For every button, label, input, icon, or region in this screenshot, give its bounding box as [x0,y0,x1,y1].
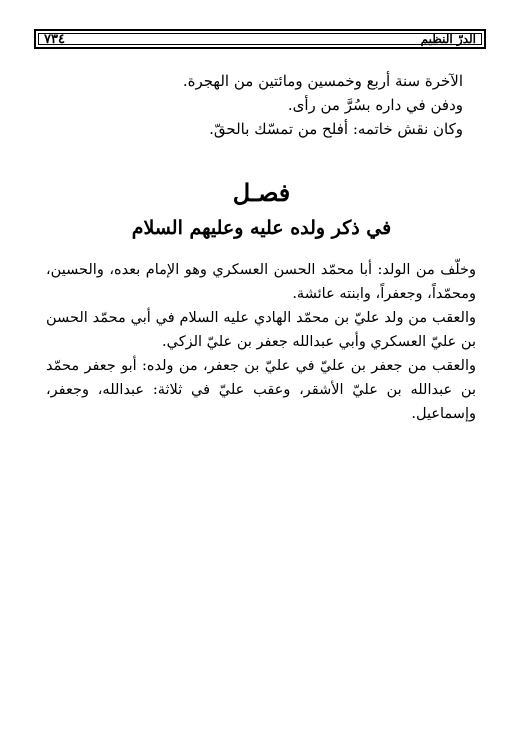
page-number: ٧٣٤ [44,31,65,47]
intro-line: ودفن في داره بسُرَّ من رأى. [287,96,463,114]
body-text [46,258,476,426]
paragraph: والعقب من ولد عليّ بن محمّد الهادي عليه السلام في أبي محمّد الحسن بن عليّ العسكري وأبي عبدالله جعفر بن عليّ الزكي. [46,310,476,350]
book-title: الدرّ النظيم [420,32,476,46]
paragraph: والعقب من جعفر بن عليّ في عليّ بن جعفر، من ولده: أبو جعفر محمّد بن عبدالله بن عليّ الأشقر، وعقب عليّ في ثلاثة: عبدالله، وجعفر، وإسماعيل. [46,358,476,422]
section-heading: فصـل [232,178,291,207]
intro-line: الآخرة سنة أربع وخمسين ومائتين من الهجرة. [182,72,463,90]
intro-text [183,71,463,143]
page-header [34,29,486,49]
paragraph: وخلّف من الولد: أبا محمّد الحسن العسكري وهو الإمام بعده، والحسين، ومحمّداً، وجعفراً، وابنته عائشة. [46,262,476,302]
section-subtitle: في ذكر ولده عليه وعليهم السلام [131,217,392,239]
intro-line: وكان نقش خاتمه: أفلح من تمسّك بالحقّ. [209,120,463,138]
